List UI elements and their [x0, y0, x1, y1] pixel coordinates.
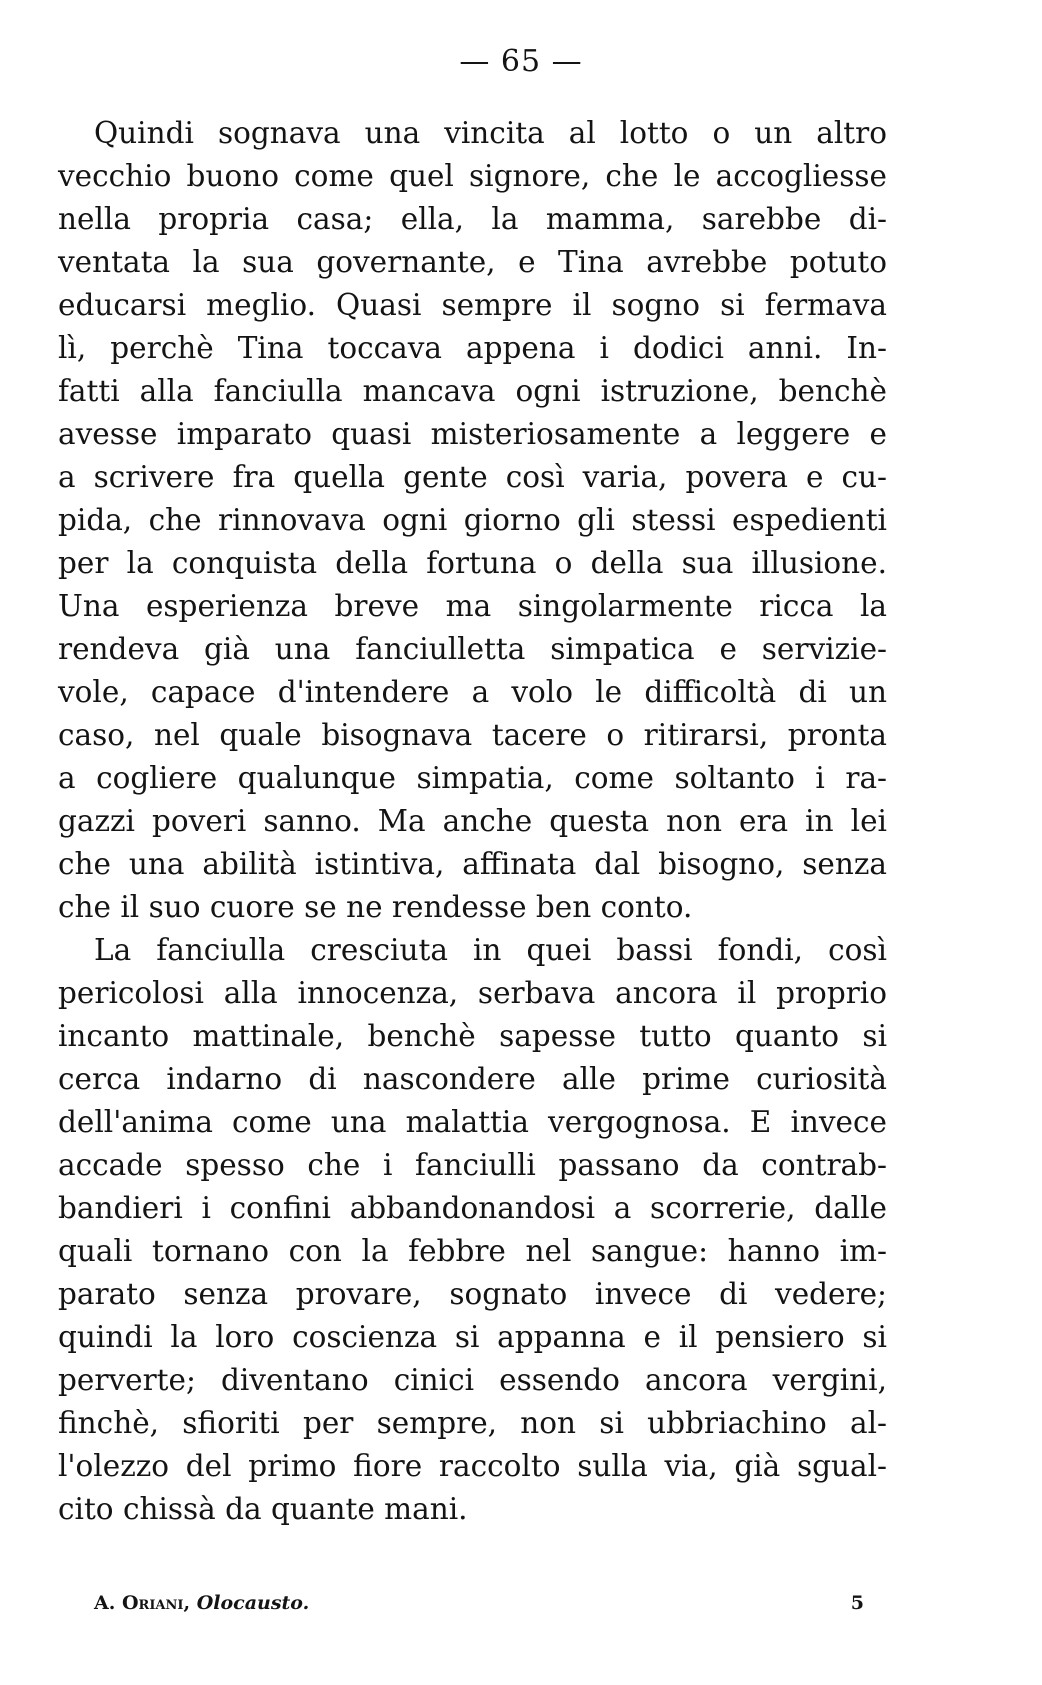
- text-line: caso, nel quale bisognava tacere o ritirarsi, pronta: [58, 718, 887, 752]
- text-line: pida, che rinnovava ogni giorno gli stessi espedienti: [58, 503, 887, 537]
- footer-work-title: Olocausto.: [196, 1592, 310, 1614]
- text-line: che una abilità istintiva, affinata dal bisogno, senza: [58, 847, 887, 881]
- text-line: bandieri i confini abbandonandosi a scorrerie, dalle: [58, 1191, 887, 1225]
- text-line: lì, perchè Tina toccava appena i dodici anni. In-: [58, 331, 887, 365]
- page-number: — 65 —: [459, 44, 583, 79]
- text-line: pericolosi alla innocenza, serbava ancora il proprio: [58, 976, 887, 1010]
- text-line: gazzi poveri sanno. Ma anche questa non era in lei: [58, 804, 887, 838]
- text-line: educarsi meglio. Quasi sempre il sogno si fermava: [58, 288, 887, 322]
- text-line: a cogliere qualunque simpatia, come soltanto i ra-: [58, 761, 887, 795]
- text-line: vecchio buono come quel signore, che le accogliesse: [58, 159, 887, 193]
- body-text: [58, 112, 887, 1531]
- text-line: incanto mattinale, benchè sapesse tutto quanto si: [58, 1019, 887, 1053]
- text-line: l'olezzo del primo fiore raccolto sulla via, già sgual-: [58, 1449, 887, 1483]
- text-line: La fanciulla cresciuta in quei bassi fondi, così: [94, 933, 887, 967]
- paragraph-2: [58, 929, 887, 1531]
- page-footer: [94, 1592, 864, 1614]
- text-line: finchè, sfioriti per sempre, non si ubbriachino al-: [58, 1406, 887, 1440]
- footer-author: A. Oriani,: [94, 1592, 191, 1614]
- text-line: accade spesso che i fanciulli passano da contrab-: [58, 1148, 887, 1182]
- text-line: a scrivere fra quella gente così varia, povera e cu-: [58, 460, 887, 494]
- text-line: avesse imparato quasi misteriosamente a leggere e: [58, 417, 887, 451]
- text-line: cerca indarno di nascondere alle prime curiosità: [58, 1062, 887, 1096]
- text-line: fatti alla fanciulla mancava ogni istruzione, benchè: [58, 374, 887, 408]
- text-line: vole, capace d'intendere a volo le difficoltà di un: [58, 675, 887, 709]
- text-line: nella propria casa; ella, la mamma, sarebbe di-: [58, 202, 887, 236]
- text-line: quindi la loro coscienza si appanna e il pensiero si: [58, 1320, 887, 1354]
- text-line: cito chissà da quante mani.: [58, 1492, 468, 1526]
- text-line: per la conquista della fortuna o della sua illusione.: [58, 546, 887, 580]
- text-line: che il suo cuore se ne rendesse ben conto.: [58, 890, 693, 924]
- text-line: perverte; diventano cinici essendo ancora vergini,: [58, 1363, 887, 1397]
- text-line: quali tornano con la febbre nel sangue: hanno im-: [58, 1234, 887, 1268]
- text-line: ventata la sua governante, e Tina avrebbe potuto: [58, 245, 887, 279]
- text-line: Quindi sognava una vincita al lotto o un altro: [94, 116, 887, 150]
- text-line: dell'anima come una malattia vergognosa. E invece: [58, 1105, 887, 1139]
- signature-mark: 5: [850, 1592, 864, 1614]
- text-line: Una esperienza breve ma singolarmente ricca la: [58, 589, 887, 623]
- text-line: rendeva già una fanciulletta simpatica e servizie-: [58, 632, 887, 666]
- text-line: parato senza provare, sognato invece di vedere;: [58, 1277, 887, 1311]
- paragraph-1: [58, 112, 887, 929]
